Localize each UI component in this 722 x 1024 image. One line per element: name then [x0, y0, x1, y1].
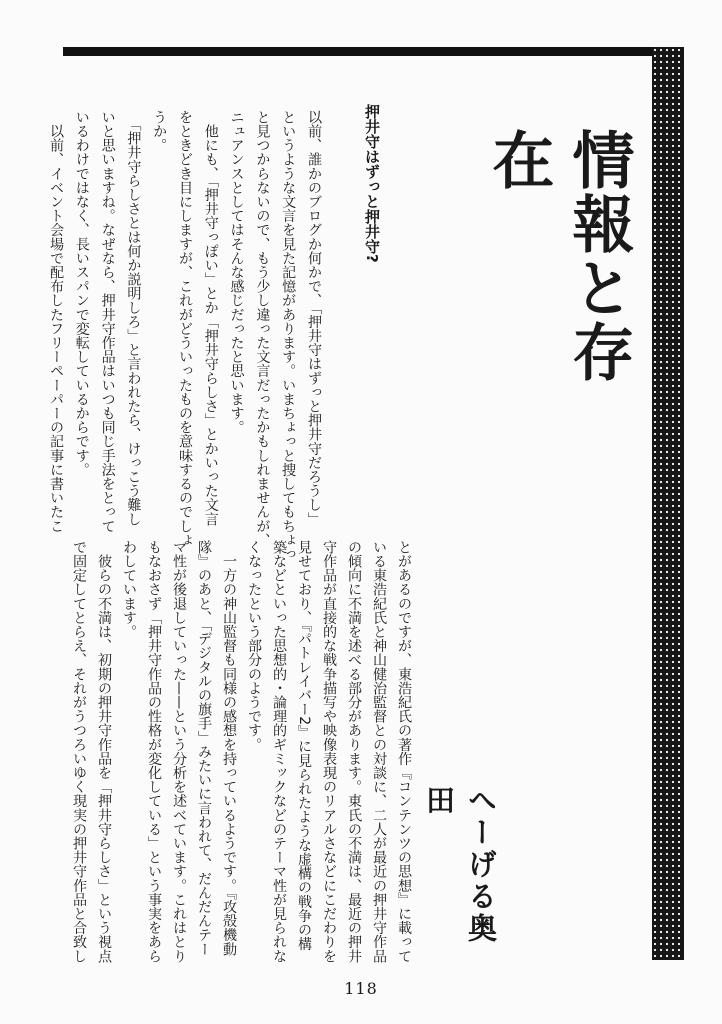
- author-name: へーげる奥田: [422, 785, 498, 945]
- text-column: 他にも、「押井守っぽい」とか「押井守らしさ」とかいった文言: [202, 110, 219, 526]
- text-column: とがあるのですが、東浩紀氏の著作『コンテンツの思想』に載って: [396, 540, 412, 963]
- top-rule: [63, 47, 683, 56]
- text-column: と見つからないので、もう少し違った文言だったかもしれませんが、: [254, 110, 271, 548]
- text-column: 以前、誰かのブログか何かで、「押井守はずっと押井守だろうし」: [306, 110, 322, 526]
- text-column: いるわけではなく、長いスパンで変転しているからです。: [73, 110, 90, 477]
- text-column: 一方の神山監督も同様の感想を持っているようです。『攻殻機動: [221, 540, 237, 956]
- section-heading: 押井守はずっと押井守?: [363, 104, 381, 263]
- text-column: マ性が後退していった——という分析を述べています。これはとり: [171, 540, 187, 963]
- text-column: もなおさず「押井守作品の性格が変化している」という事実をあら: [146, 540, 162, 963]
- upper-body-text: [48, 110, 326, 562]
- article-title: 情報と存在: [482, 128, 635, 384]
- dotted-side-band: [652, 47, 684, 960]
- text-column: くなったという部分のようです。: [246, 540, 262, 752]
- lower-body-text: [66, 540, 416, 963]
- text-column: 守作品が直接的な戦争描写や映像表現のリアルさなどにこだわりを: [321, 540, 337, 963]
- text-column: 「押井守らしさとは何か説明しろ」と言われたら、けっこう難し: [125, 110, 142, 526]
- text-column: をときどき目にしますが、これがどういったものを意味するのでしょ: [177, 110, 194, 548]
- text-column: 彼らの不満は、初期の押井守作品を「押井守らしさ」という視点: [96, 540, 112, 963]
- text-column: 以前、イベント会場で配布したフリーペーパーの記事に書いたこ: [48, 110, 65, 533]
- text-column: いと思いますね。なぜなら、押井守作品はいつも同じ手法をとって: [99, 110, 116, 533]
- text-column: の傾向に不満を述べる部分があります。東氏の不満は、最近の押井: [346, 540, 362, 963]
- text-column: うか。: [151, 110, 168, 153]
- text-column: わしています。: [121, 540, 137, 639]
- text-column: というような文言を見た記憶があります。いまちょっと捜してもちょっ: [280, 110, 297, 562]
- page-number: 118: [344, 979, 378, 998]
- text-column: 隊』のあと、「デジタルの旗手」みたいに言われて、だんだんテー: [196, 540, 212, 956]
- text-column: いる東浩紀氏と神山健治監督との対談に、二人が最近の押井守作品: [371, 540, 387, 963]
- text-column: ニュアンスとしてはそんな感じだったと思います。: [228, 110, 245, 435]
- text-column: 築などといった思想的・論理的ギミックなどのテーマ性が見られな: [271, 540, 287, 963]
- text-column: 見せており、『パトレイバー2』に見られたような虚構の戦争の構: [296, 540, 312, 951]
- text-column: で固定してとらえ、それがうつろいゆく現実の押井守作品と合致し: [71, 540, 87, 963]
